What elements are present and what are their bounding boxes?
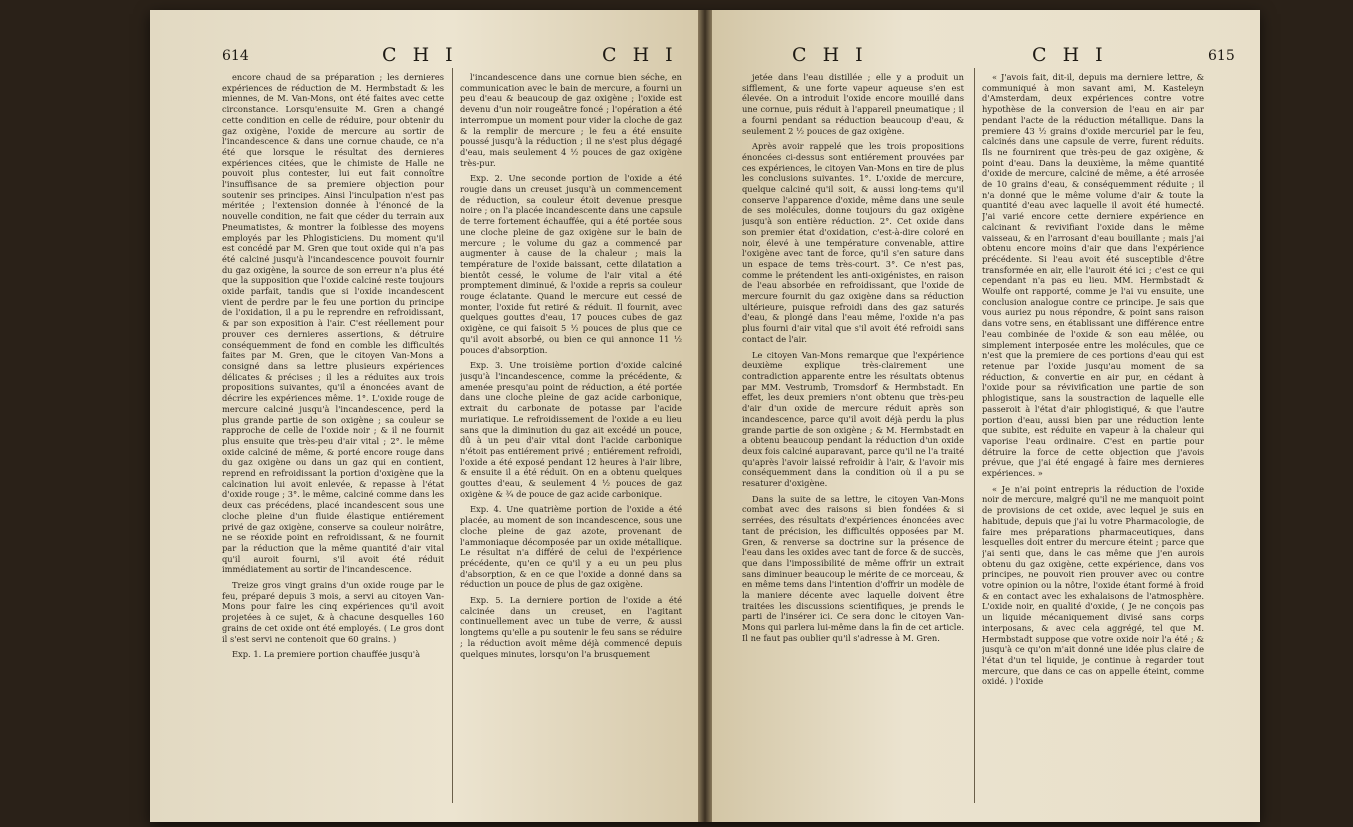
paragraph: Exp. 5. La derniere portion de l'oxide a été calcinée dans un creuset, en l'agitant continuellement avec un tube de verre, & aussi longtems qu'elle a pu soutenir le feu sans se réduire ; la réduction avoit même déjà commencé depuis quelques minutes, lorsqu'on l'a brusquement <box>460 595 682 659</box>
paragraph: encore chaud de sa préparation ; les dernieres expériences de réduction de M. Hermbstadt & les miennes, de M. Van-Mons, ont été faites avec cette circonstance. Lorsqu'ensuite M. Gren a changé cette condition en celle de réduire, pour obtenir du gaz oxigène, l'oxide de mercure au sortir de l'incandescence & dans une cornue chaude, ce n'a été que lorsque le résultat des dernieres expériences citées, que le chimiste de Halle ne pouvoit plus contester, lui eut fait connoître l'insuffisance de sa premiere objection pour soutenir ses principes. Ainsi l'inculpation n'est pas méritée ; l'extension donnée à l'énoncé de la nouvelle condition, ne fait que céder du terrain aux Pneumatistes, & montrer la foiblesse des moyens employés par les Phlogisticiens. Du moment qu'il est concédé par M. Gren que tout oxide qui n'a pas été calciné jusqu'à l'incandescence pouvoit fournir du gaz oxigène, la source de son erreur n'a plus été que la supposition que l'oxide calciné reste toujours oxide parfait, tandis que si l'oxide incandescent vient de perdre par le feu une portion du principe de l'oxidation, il a pu le reprendre en refroidissant, & par son exposition à l'air. C'est réellement pour prouver ces dernieres assertions, & détruire conséquemment de fond en comble les difficultés faites par M. Gren, que le citoyen Van-Mons a consigné dans sa lettre plusieurs expériences délicates & précises ; il les a réduites aux trois propositions suivantes, qu'il a énoncées avant de décrire les expériences même. 1°. L'oxide rouge de mercure calciné jusqu'à l'incandescence, perd la plus grande partie de son oxigène ; sa couleur se rapproche de celle de l'oxide noir ; & il ne fournit plus ensuite que très-peu d'air vital ; 2°. le même oxide calciné de même, & porté encore rouge dans du gaz oxigène ou dans un gaz qui en contient, reprend en refroidissant la portion d'oxigène que la calcination lui avoit enlevée, & repasse à l'état d'oxide rouge ; 3°. le même, calciné comme dans les deux cas précédens, placé incandescent sous une cloche pleine d'un fluide élastique entiérement privé de gaz oxigène, conserve sa couleur noirâtre, ne se réoxide point en refroidissant, & ne fournit par la réduction que la même quantité d'air vital qu'il auroit fourni, s'il avoit été réduit immédiatement au sortir de l'incandescence. <box>222 72 444 575</box>
running-head-left-1: C H I <box>382 44 458 66</box>
running-head-right-2: C H I <box>1032 44 1108 66</box>
right-column-2 <box>982 72 1204 807</box>
book-gutter <box>698 10 712 822</box>
right-page <box>712 10 1260 822</box>
page-number-left: 614 <box>222 48 249 64</box>
column-rule <box>974 68 975 803</box>
left-column-1 <box>222 72 444 807</box>
running-head-left-2: C H I <box>602 44 678 66</box>
paragraph: Treize gros vingt grains d'un oxide rouge par le feu, préparé depuis 3 mois, a servi au citoyen Van-Mons pour faire les cinq expériences qu'il avoit projetées à ce sujet, & à chacune desquelles 160 grains de cet oxide ont été employés. ( Le gros dont il s'est servi ne contenoit que 60 grains. ) <box>222 580 444 644</box>
paragraph: Exp. 3. Une troisième portion d'oxide calciné jusqu'à l'incandescence, comme la précédente, & amenée presqu'au point de réduction, a été portée dans une cloche pleine de gaz acide carbonique, extrait du carbonate de potasse par l'acide muriatique. Le refroidissement de l'oxide a eu lieu sans que la diminution du gaz ait excédé un pouce, dû à un peu d'air vital dont l'acide carbonique n'étoit pas entiérement privé ; entiérement refroidi, l'oxide a été exposé pendant 12 heures à l'air libre, & ensuite il a été réduit. On en a obtenu quelques gouttes d'eau, & seulement 4 ½ pouces de gaz oxigène & ¾ de pouce de gaz acide carbonique. <box>460 360 682 499</box>
page-number-right: 615 <box>1208 48 1235 64</box>
column-rule <box>452 68 453 803</box>
left-page <box>150 10 698 822</box>
paragraph: Exp. 2. Une seconde portion de l'oxide a été rougie dans un creuset jusqu'à un commencement de réduction, sa couleur étoit devenue presque noire ; on l'a placée incandescente dans une capsule de terre fortement échauffée, qui a été portée sous une cloche pleine de gaz oxigène sur le bain de mercure ; le volume du gaz a commencé par augmenter à cause de la chaleur ; mais la température de l'oxide baissant, cette dilatation a bientôt cessé, le volume de l'air vital a été promptement diminué, & l'oxide a repris sa couleur rouge éclatante. Quand le mercure eut cessé de monter, l'oxide fut retiré & réduit. Il fournit, avec quelques gouttes d'eau, 17 pouces cubes de gaz oxigène, ce qui faisoit 5 ½ pouces de plus que ce qu'il avoit absorbé, ou bien ce qui annonce 11 ½ pouces d'absorption. <box>460 173 682 355</box>
running-head-right-1: C H I <box>792 44 868 66</box>
paragraph: Dans la suite de sa lettre, le citoyen Van-Mons combat avec des raisons si bien fondées & si serrées, des résultats d'expériences énoncées avec tant de précision, les difficultés opposées par M. Gren, & renverse sa doctrine sur la présence de l'eau dans les oxides avec tant de force & de succès, que dans l'impossibilité de même offrir un extrait sans diminuer beaucoup le mérite de ce morceau, & en même tems dans l'intention d'offrir un modèle de la maniere décente avec laquelle doivent être traitées les discussions scientifiques, je prends le parti de l'insérer ici. Ce sera donc le citoyen Van-Mons qui parlera lui-même dans la fin de cet article. Il ne faut pas oublier qu'il s'adresse à M. Gren. <box>742 493 964 643</box>
right-column-1 <box>742 72 964 807</box>
paragraph: « Je n'ai point entrepris la réduction de l'oxide noir de mercure, malgré qu'il ne me manquoit point de provisions de cet oxide, avec lequel je suis en habitude, depuis que j'ai lu votre Pharmacologie, de faire mes préparations pharmaceutiques, dans lesquelles doit entrer du mercure éteint ; parce que j'ai senti que, dans le cas même que j'en aurois obtenu du gaz oxigène, cette expérience, dans vos principes, ne pouvoit rien prouver avec ou contre votre opinion ou la nôtre, l'oxide étant formé à froid & en contact avec les exhalaisons de l'atmosphère. L'oxide noir, en qualité d'oxide, ( Je ne conçois pas un liquide mécaniquement divisé sans corps interposans, & avec cela aggrégé, tel que M. Hermbstadt suppose que votre oxide noir l'a été ; & jusqu'à ce qu'on m'ait donné une idée plus claire de l'état d'un tel liquide, je continue à regarder tout mercure, que dans ce cas on appelle éteint, comme oxidé. ) l'oxide <box>982 483 1204 687</box>
open-book-scan <box>150 10 1260 822</box>
paragraph: Le citoyen Van-Mons remarque que l'expérience deuxième explique très-clairement une contradiction apparente entre les résultats obtenus par MM. Vestrumb, Tromsdorf & Hermbstadt. En effet, les deux premiers n'ont obtenu que très-peu d'air d'un oxide de mercure réduit après son incandescence, parce qu'il avoit déjà perdu la plus grande partie de son oxigène ; & M. Hermbstadt en a obtenu beaucoup pendant la réduction d'un oxide deux fois calciné auparavant, parce qu'il ne l'a traité qu'après l'avoir laissé refroidir à l'air, & l'avoir mis conséquemment dans la condition où il a pu se resaturer d'oxigène. <box>742 349 964 489</box>
paragraph: Exp. 1. La premiere portion chauffée jusqu'à <box>232 649 421 660</box>
paragraph: Après avoir rappelé que les trois propositions énoncées ci-dessus sont entiérement prouvées par ces expériences, le citoyen Van-Mons en tire de plus les conclusions suivantes. 1°. L'oxide de mercure, quelque calciné qu'il soit, & aussi long-tems qu'il conserve l'apparence d'oxide, même dans une seule de ses molécules, donne toujours du gaz oxigène jusqu'à son entière réduction. 2°. Cet oxide dans son premier état d'oxidation, c'est-à-dire coloré en noir, élevé à une température convenable, attire l'oxigène avec tant de force, qu'il s'en sature dans un espace de tems très-court. 3°. Ce n'est pas, comme le prétendent les anti-oxigénistes, en raison de l'eau absorbée en refroidissant, que l'oxide de mercure fournit du gaz oxigène dans sa réduction ultérieure, puisque refroidi dans des gaz saturés d'eau, & plongé dans l'eau même, l'oxide n'a pas plus fourni d'air vital que s'il avoit été refroidi sans contact de l'air. <box>742 141 964 344</box>
paragraph: jetée dans l'eau distillée ; elle y a produit un sifflement, & une forte vapeur aqueuse s'en est élevée. On a introduit l'oxide encore mouillé dans une cornue, puis réduit à l'appareil pneumatique ; il a fourni pendant sa réduction beaucoup d'eau, & seulement 2 ½ pouces de gaz oxigène. <box>742 72 964 136</box>
left-column-2 <box>460 72 682 807</box>
paragraph: « J'avois fait, dit-il, depuis ma derniere lettre, & communiqué à mon savant ami, M. Kasteleyn d'Amsterdam, deux expériences contre votre hypothèse de la conversion de l'eau en air par pendant l'acte de la réduction métallique. Dans la premiere 43 ½ grains d'oxide mercuriel par le feu, calcinés dans une capsule de verre, furent réduits. Ils ne fournirent que très-peu de gaz oxigène, & point d'eau. Dans la deuxième, la même quantité d'oxide de mercure, calciné de même, a été arrosée de 10 grains d'eau, & conséquemment réduite ; il n'a donné que le même volume d'air & toute la quantité d'eau avec laquelle il avoit été humecté. J'ai varié encore cette derniere expérience en calcinant & revivifiant l'oxide dans le même vaisseau, & en l'arrosant d'eau bouillante ; mais j'ai obtenu encore moins d'air que dans l'expérience précédente. Si l'eau avoit été susceptible d'être transformée en air, elle l'auroit été ici ; c'est ce qui cependant n'a pas eu lieu. MM. Hermbstadt & Woulfe ont rapporté, comme je l'ai vu ensuite, une conclusion analogue contre ce principe. Je sais que vous auriez pu nous répondre, & point sans raison dans votre sens, en établissant une différence entre l'eau combinée de l'oxide & son eau mêlée, ou simplement interposée entre les molécules, que ce n'est que la premiere de ces portions d'eau qui est retenue par l'oxide jusqu'au moment de sa réduction, & convertie en air pur, en cédant à l'oxide pour sa révivification une partie de son phlogistique, sans la soustraction de laquelle elle passeroit à l'état d'air phlogistiqué, & que l'autre portion d'eau, aussi bien par une réduction lente que subite, est réduite en vapeur à la chaleur qui vaporise l'eau ordinaire. C'est en partie pour détruire la force de cette objection que j'avois prévue, que j'ai été engagé à faire mes dernieres expériences. » <box>982 72 1204 479</box>
paragraph: l'incandescence dans une cornue bien séche, en communication avec le bain de mercure, a fourni un peu d'eau & beaucoup de gaz oxigène ; l'oxide est devenu d'un noir rougeâtre foncé ; l'opération a été interrompue un moment pour vider la cloche de gaz & la remplir de mercure ; le feu a été ensuite poussé jusqu'à la réduction ; il ne s'est plus dégagé d'eau, mais seulement 4 ½ pouces de gaz oxigène très-pur. <box>460 72 682 168</box>
paragraph: Exp. 4. Une quatrième portion de l'oxide a été placée, au moment de son incandescence, sous une cloche pleine de gaz azote, provenant de l'ammoniaque décomposée par un oxide métallique. Le résultat n'a différé de celui de l'expérience précédente, qu'en ce qu'il y a eu un peu plus d'absorption, & en ce que l'oxide a donné dans sa réduction un pouce de plus de gaz oxigène. <box>460 504 682 590</box>
